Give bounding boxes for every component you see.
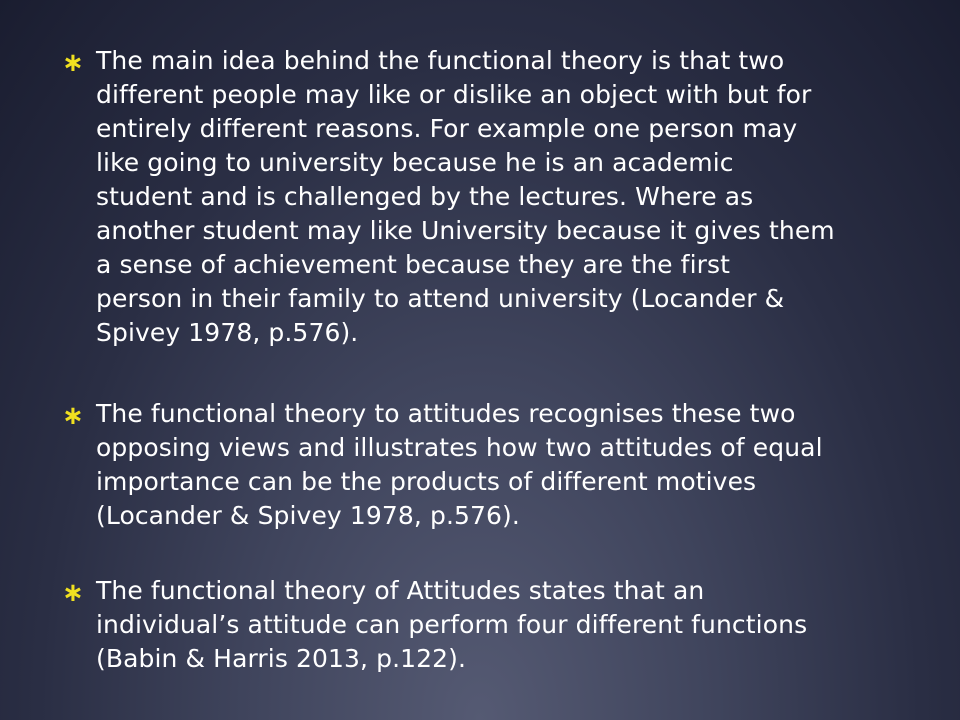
text-line: individual’s attitude can perform four different functions xyxy=(96,610,808,639)
bullet-point-2 xyxy=(62,397,922,533)
bullet-asterisk-icon: ∗ xyxy=(62,401,84,431)
bullet-text-2 xyxy=(96,397,922,533)
text-line: opposing views and illustrates how two attitudes of equal xyxy=(96,433,823,462)
text-line: entirely different reasons. For example one person may xyxy=(96,114,798,143)
bullet-asterisk-icon: ∗ xyxy=(62,578,84,608)
text-line: The functional theory of Attitudes states that an xyxy=(96,576,705,605)
bullet-text-1 xyxy=(96,44,922,350)
text-line: Spivey 1978, p.576). xyxy=(96,318,359,347)
text-line: importance can be the products of different motives xyxy=(96,467,757,496)
text-line: The main idea behind the functional theory is that two xyxy=(96,46,785,75)
text-line: another student may like University because it gives them xyxy=(96,216,835,245)
bullet-text-3 xyxy=(96,574,922,676)
text-line: The functional theory to attitudes recognises these two xyxy=(96,399,796,428)
text-line: like going to university because he is an academic xyxy=(96,148,734,177)
bullet-point-3 xyxy=(62,574,922,676)
text-line: (Babin & Harris 2013, p.122). xyxy=(96,644,467,673)
bullet-point-1 xyxy=(62,44,922,350)
text-line: student and is challenged by the lectures. Where as xyxy=(96,182,754,211)
text-line: a sense of achievement because they are the first xyxy=(96,250,731,279)
text-line: person in their family to attend university (Locander & xyxy=(96,284,785,313)
text-line: (Locander & Spivey 1978, p.576). xyxy=(96,501,520,530)
bullet-asterisk-icon: ∗ xyxy=(62,48,84,78)
text-line: different people may like or dislike an object with but for xyxy=(96,80,812,109)
